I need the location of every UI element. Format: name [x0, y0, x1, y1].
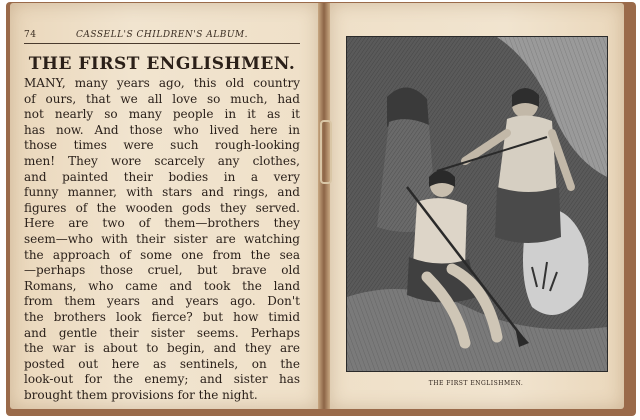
text-line: Romans, who came and took the land [24, 278, 300, 293]
text-line: the approach of some one from the sea [24, 247, 300, 262]
body-text [24, 76, 300, 403]
text-line: has now. And those who lived here in [24, 122, 300, 137]
text-line: brought them provisions for the night. [24, 387, 258, 402]
text-line: the brothers look fierce? but how timid [24, 309, 300, 324]
text-line: and painted their bodies in a very [24, 169, 300, 184]
text-line: from them years and years ago. Don't [24, 294, 300, 309]
engraving-drawing [347, 37, 607, 371]
text-line: not nearly so many people in it as it [24, 107, 300, 122]
text-line: funny manner, with stars and rings, and [24, 185, 300, 200]
text-line: MANY, many years ago, this old country [24, 76, 300, 90]
page-number: 74 [24, 30, 37, 40]
text-line: and gentle their sister seems. Perhaps [24, 325, 300, 340]
text-line: those times were such rough-looking [24, 138, 300, 153]
text-line: figures of the wooden gods they served. [24, 200, 300, 215]
text-line: posted out here as sentinels, on the [24, 356, 300, 371]
book-gutter [318, 3, 330, 409]
text-line: Here are two of them—brothers they [24, 216, 300, 231]
text-line: the war is about to begin, and they are [24, 341, 300, 356]
running-head-title: CASSELL'S CHILDREN'S ALBUM. [75, 30, 249, 40]
text-line: of ours, that we all love so much, had [24, 91, 300, 106]
illustration-caption: THE FIRST ENGLISHMEN. [428, 380, 524, 387]
chapter-title: THE FIRST ENGLISHMEN. [28, 54, 296, 74]
text-line: look-out for the enemy; and sister has [24, 372, 300, 387]
running-header [24, 30, 300, 44]
binding-thread [320, 120, 332, 184]
text-line: —perhaps those cruel, but brave old [24, 263, 300, 278]
text-line: men! They wore scarcely any clothes, [24, 153, 300, 168]
engraving-illustration [346, 36, 608, 372]
text-line: seem—who with their sister are watching [24, 231, 300, 246]
